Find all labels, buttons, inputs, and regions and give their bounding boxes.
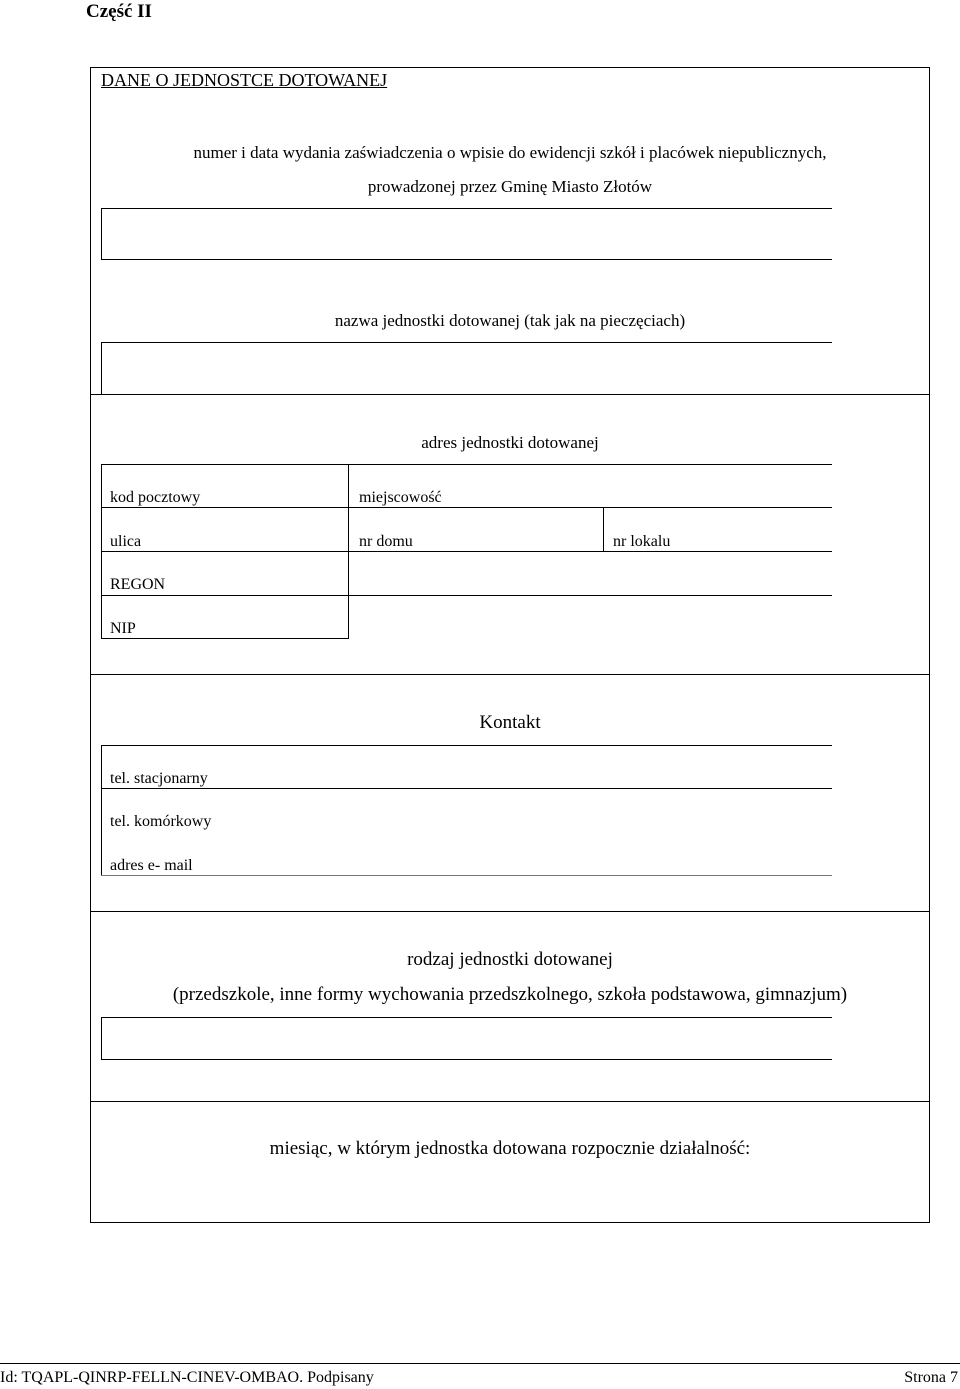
name-field-left xyxy=(101,342,102,394)
landline-label: tel. stacjonarny xyxy=(110,770,208,787)
name-label: nazwa jednostki dotowanej (tak jak na pieczęciach) xyxy=(334,311,686,330)
contact-grid-left xyxy=(101,745,102,875)
city-label: miejscowość xyxy=(359,489,442,506)
type-field[interactable] xyxy=(101,1017,832,1059)
regon-field[interactable] xyxy=(349,552,832,595)
apartment-no-field[interactable] xyxy=(604,508,832,551)
footer-page-number: Strona 7 xyxy=(904,1369,958,1386)
certificate-field[interactable] xyxy=(101,208,832,260)
mobile-field[interactable] xyxy=(230,789,832,832)
regon-label: REGON xyxy=(110,576,166,593)
certificate-label-line2: prowadzonej przez Gminę Miasto Złotów xyxy=(367,177,653,196)
postal-code-field[interactable] xyxy=(102,465,348,507)
form-box-type xyxy=(90,911,930,1102)
email-label: adres e- mail xyxy=(110,857,193,874)
certificate-field-bottom xyxy=(101,259,832,260)
house-no-field[interactable] xyxy=(349,508,603,551)
landline-field[interactable] xyxy=(230,746,832,788)
mobile-label: tel. komórkowy xyxy=(110,813,212,830)
start-month-field[interactable] xyxy=(101,1165,919,1217)
contact-grid-bottom xyxy=(101,875,832,876)
street-field[interactable] xyxy=(102,508,348,551)
city-field[interactable] xyxy=(349,465,832,507)
certificate-field-top xyxy=(101,208,832,209)
name-field[interactable] xyxy=(101,342,832,394)
name-field-top xyxy=(101,342,832,343)
type-options-note: (przedszkole, inne formy wychowania przedszkolnego, szkoła podstawowa, gimnazjum) xyxy=(172,984,848,1005)
address-label: adres jednostki dotowanej xyxy=(421,433,599,452)
certificate-field-left xyxy=(101,208,102,260)
section-title: Część II xyxy=(86,1,152,22)
apartment-no-label: nr lokalu xyxy=(613,533,671,550)
postal-code-label: kod pocztowy xyxy=(110,489,201,506)
address-grid-bottom xyxy=(101,638,349,639)
nip-label: NIP xyxy=(110,620,136,637)
email-field[interactable] xyxy=(210,832,832,875)
footer-id: Id: TQAPL-QINRP-FELLN-CINEV-OMBAO. Podpisany xyxy=(0,1369,374,1386)
type-field-top xyxy=(101,1017,832,1018)
nip-field[interactable] xyxy=(349,596,832,638)
type-field-bottom xyxy=(101,1059,832,1060)
type-label: rodzaj jednostki dotowanej xyxy=(407,949,613,970)
type-field-left xyxy=(101,1017,102,1059)
form-heading: DANE O JEDNOSTCE DOTOWANEJ xyxy=(101,70,388,90)
contact-label: Kontakt xyxy=(479,712,541,733)
start-month-label: miesiąc, w którym jednostka dotowana rozpocznie działalność: xyxy=(269,1138,751,1159)
footer-divider xyxy=(0,1363,960,1364)
certificate-label-line1: numer i data wydania zaświadczenia o wpisie do ewidencji szkół i placówek niepublicznych, xyxy=(193,143,827,162)
street-label: ulica xyxy=(110,533,142,550)
house-no-label: nr domu xyxy=(359,533,413,550)
